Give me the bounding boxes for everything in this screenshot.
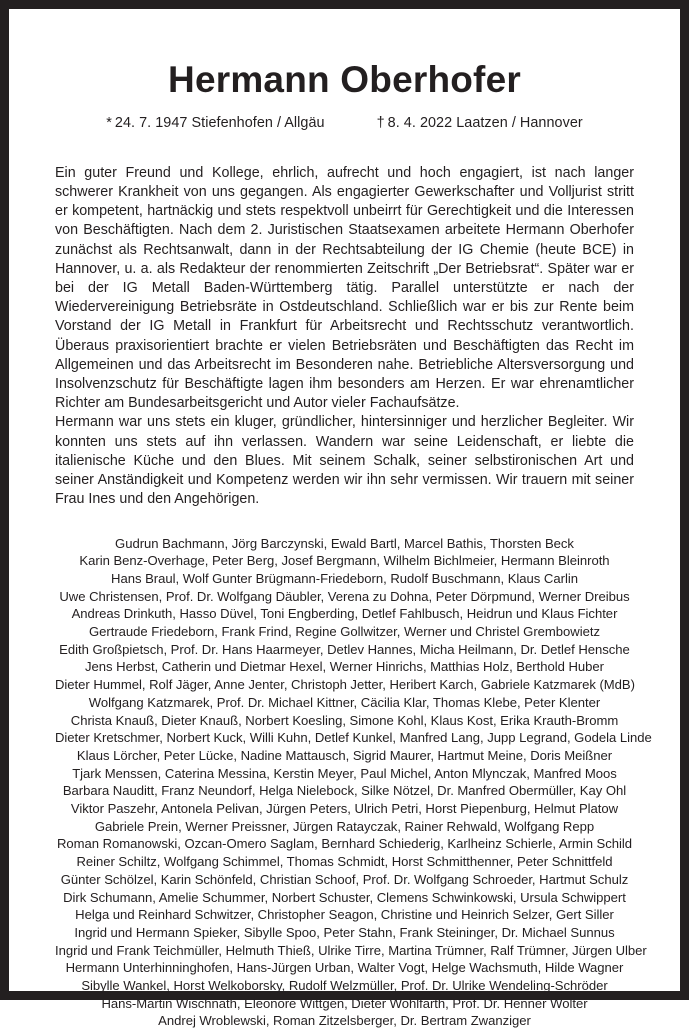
mourner-line: Christa Knauß, Dieter Knauß, Norbert Koesling, Simone Kohl, Klaus Kost, Erika Krauth-Bromm (55, 712, 634, 730)
obituary-content (9, 9, 680, 991)
eulogy-text (55, 164, 634, 510)
mourner-line: Reiner Schiltz, Wolfgang Schimmel, Thomas Schmidt, Horst Schmitthenner, Peter Schnittfeld (55, 853, 634, 871)
death-date (377, 115, 583, 131)
birth-date (106, 115, 324, 131)
mourner-line: Barbara Nauditt, Franz Neundorf, Helga Nielebock, Silke Nötzel, Dr. Manfred Obermüller, Kay Ohl (55, 782, 634, 800)
mourner-line: Ingrid und Frank Teichmüller, Helmuth Thieß, Ulrike Tirre, Martina Trümner, Ralf Trümner, Jürgen Ulber (55, 942, 634, 960)
mourner-line: Helga und Reinhard Schwitzer, Christopher Seagon, Christine und Heinrich Selzer, Gert Siller (55, 906, 634, 924)
mourner-line: Klaus Lörcher, Peter Lücke, Nadine Mattausch, Sigrid Maurer, Hartmut Meine, Doris Meißner (55, 747, 634, 765)
mourner-line: Dirk Schumann, Amelie Schummer, Norbert Schuster, Clemens Schwinkowski, Ursula Schwippert (55, 889, 634, 907)
mourner-line: Edith Großpietsch, Prof. Dr. Hans Haarmeyer, Detlev Hannes, Micha Heilmann, Dr. Detlef Hensche (55, 641, 634, 659)
mourner-line: Viktor Paszehr, Antonela Pelivan, Jürgen Peters, Ulrich Petri, Horst Piepenburg, Helmut Platow (55, 800, 634, 818)
mourner-line: Hans Braul, Wolf Gunter Brügmann-Friedeborn, Rudolf Buschmann, Klaus Carlin (55, 570, 634, 588)
birth-star-icon: * (106, 115, 112, 131)
mourner-line: Dieter Hummel, Rolf Jäger, Anne Jenter, Christoph Jetter, Heribert Karch, Gabriele Katzmarek (MdB) (55, 676, 634, 694)
mourner-line: Wolfgang Katzmarek, Prof. Dr. Michael Kittner, Cäcilia Klar, Thomas Klebe, Peter Klenter (55, 694, 634, 712)
mourner-line: Gertraude Friedeborn, Frank Frind, Regine Gollwitzer, Werner und Christel Grembowietz (55, 623, 634, 641)
death-date-text: 8. 4. 2022 Laatzen / Hannover (388, 115, 583, 131)
mourner-line: Günter Schölzel, Karin Schönfeld, Christian Schoof, Prof. Dr. Wolfgang Schroeder, Hartmut Schulz (55, 871, 634, 889)
eulogy-paragraph: Hermann war uns stets ein kluger, gründlicher, hintersinniger und herzlicher Begleiter. Wir konnten uns stets auf ihn verlassen. Wandern war seine Leidenschaft, er liebte die italienische Küche und den Blues. Mit seinem Schalk, seiner selbstironischen Art und seiner Anständigkeit und Kompetenz werden wir ihn sehr vermissen. Wir trauern mit seiner Frau Ines und den Angehörigen. (55, 413, 634, 509)
mourner-line: Karin Benz-Overhage, Peter Berg, Josef Bergmann, Wilhelm Bichlmeier, Hermann Bleinroth (55, 552, 634, 570)
mourner-line: Uwe Christensen, Prof. Dr. Wolfgang Däubler, Verena zu Dohna, Peter Dörpmund, Werner Dreibus (55, 588, 634, 606)
death-cross-icon: † (377, 115, 385, 131)
mourner-line: Ingrid und Hermann Spieker, Sibylle Spoo, Peter Stahn, Frank Steininger, Dr. Michael Sunnus (55, 924, 634, 942)
mourner-line: Andreas Drinkuth, Hasso Düvel, Toni Engberding, Detlef Fahlbusch, Heidrun und Klaus Fichter (55, 605, 634, 623)
mourner-line: Andrej Wroblewski, Roman Zitzelsberger, Dr. Bertram Zwanziger (55, 1012, 634, 1030)
mourner-line: Hans-Martin Wischnath, Eleonore Wittgen, Dieter Wohlfarth, Prof. Dr. Henner Wolter (55, 995, 634, 1013)
mourner-line: Gabriele Prein, Werner Preissner, Jürgen Ratayczak, Rainer Rehwald, Wolfgang Repp (55, 818, 634, 836)
mourner-line: Tjark Menssen, Caterina Messina, Kerstin Meyer, Paul Michel, Anton Mlynczak, Manfred Moos (55, 765, 634, 783)
birth-date-text: 24. 7. 1947 Stiefenhofen / Allgäu (115, 115, 325, 131)
mourner-line: Roman Romanowski, Ozcan-Omero Saglam, Bernhard Schiederig, Karlheinz Schierle, Armin Schild (55, 835, 634, 853)
page-title: Hermann Oberhofer (55, 9, 634, 100)
mourner-line: Gudrun Bachmann, Jörg Barczynski, Ewald Bartl, Marcel Bathis, Thorsten Beck (55, 535, 634, 553)
mourner-line: Dieter Kretschmer, Norbert Kuck, Willi Kuhn, Detlef Kunkel, Manfred Lang, Jupp Legrand, Godela Linde (55, 729, 634, 747)
life-dates (55, 115, 634, 131)
mourners-list (55, 535, 634, 1030)
eulogy-paragraph: Ein guter Freund und Kollege, ehrlich, aufrecht und hoch engagiert, ist nach langer schwerer Krankheit von uns gegangen. Als engagierter Gewerkschafter und Volljurist stritt er kompetent, hartnäckig und stets respektvoll unbeirrt für Gerechtigkeit und die Interessen von Beschäftigten. Nach dem 2. Juristischen Staatsexamen arbeitete Hermann Oberhofer zunächst als Rechtsanwalt, dann in der Rechtsabteilung der IG Chemie (heute BCE) in Hannover, u. a. als Redakteur der renommierten Zeitschrift „Der Betriebsrat“. Später war er bei der IG Metall Baden-Württemberg tätig. Parallel unterstützte er nach der Wiedervereinigung Betriebsräte in Ostdeutschland. Schließlich war er bis zur Rente beim Vorstand der IG Metall in Frankfurt für Arbeitsrecht und Rechtsschutz verantwortlich. Überaus praxisorientiert brachte er vielen Betriebsräten und Beschäftigten das Recht im Allgemeinen und das Arbeitsrecht im Besonderen nahe. Betriebliche Altersversorgung und Insolvenzschutz für Beschäftigte lagen ihm besonders am Herzen. Er war ehrenamtlicher Richter am Bundesarbeitsgericht und Autor vieler Fachaufsätze. (55, 164, 634, 414)
mourner-line: Sibylle Wankel, Horst Welkoborsky, Rudolf Welzmüller, Prof. Dr. Ulrike Wendeling-Schröder (55, 977, 634, 995)
mourner-line: Hermann Unterhinninghofen, Hans-Jürgen Urban, Walter Vogt, Helge Wachsmuth, Hilde Wagner (55, 959, 634, 977)
mourner-line: Jens Herbst, Catherin und Dietmar Hexel, Werner Hinrichs, Matthias Holz, Berthold Huber (55, 658, 634, 676)
